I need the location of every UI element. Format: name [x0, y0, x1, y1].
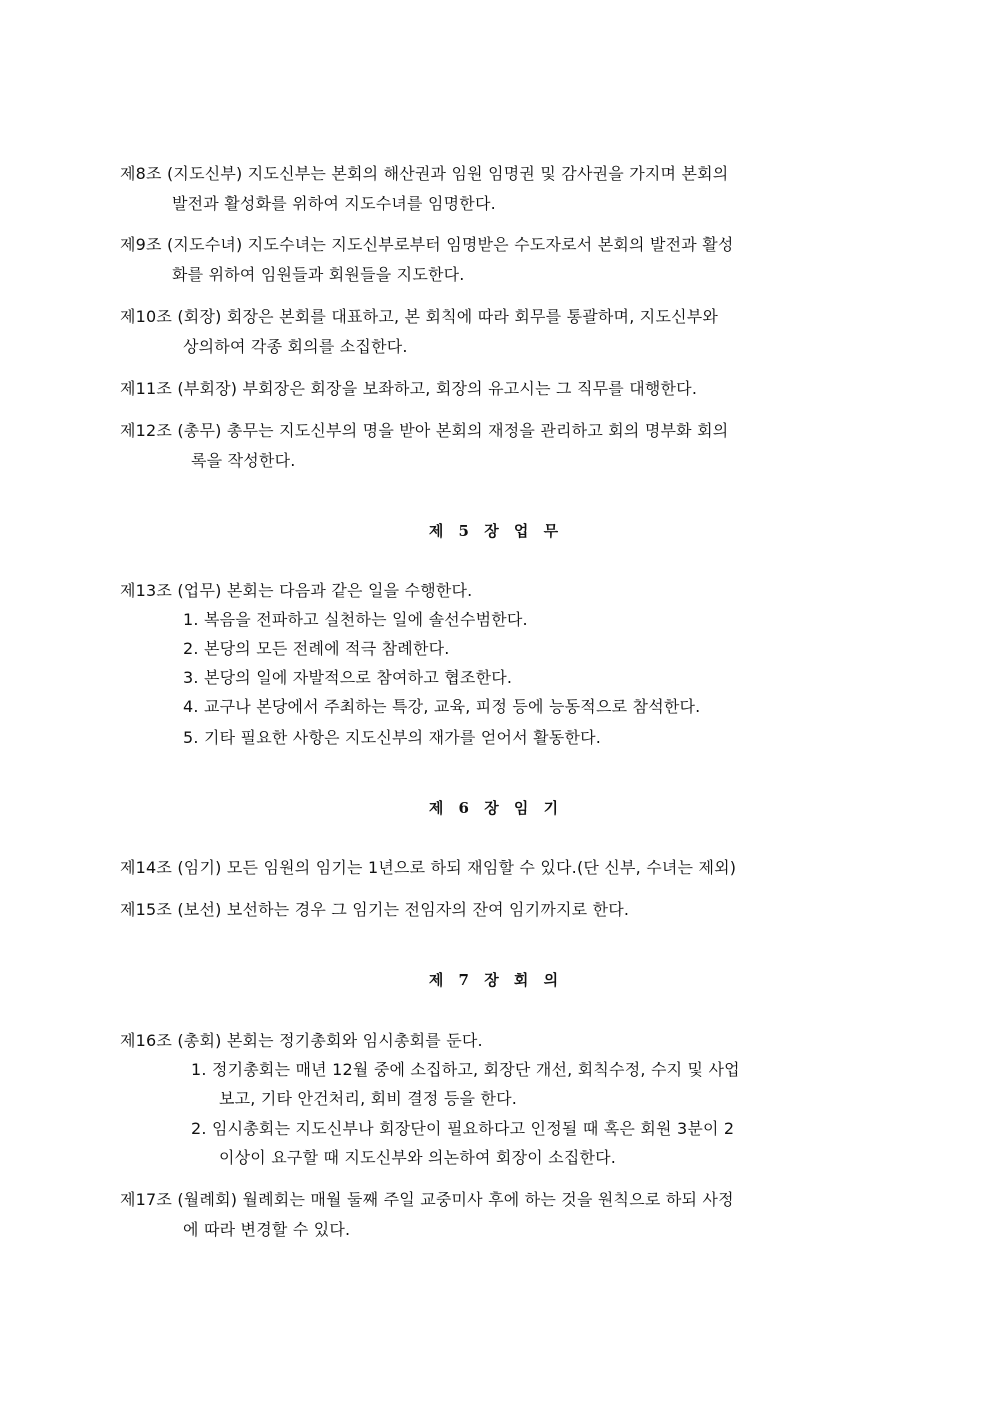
article-13-item-2: 2. 본당의 모든 전례에 적극 참례한다. [183, 639, 450, 658]
article-15-line-1: 제15조 (보선) 보선하는 경우 그 임기는 전임자의 잔여 임기까지로 한다. [120, 900, 630, 919]
article-17-line-1: 제17조 (월례회) 월례회는 매월 둘째 주일 교중미사 후에 하는 것을 원칙으로 하되 사정 [120, 1190, 734, 1209]
article-16-item-1-line-2: 보고, 기타 안건처리, 회비 결정 등을 한다. [219, 1089, 518, 1108]
article-13-item-1: 1. 복음을 전파하고 실천하는 일에 솔선수범한다. [183, 610, 528, 629]
article-9-line-1: 제9조 (지도수녀) 지도수녀는 지도신부로부터 임명받은 수도자로서 본회의 발전과 활성 [120, 235, 734, 254]
chapter-6-heading: 제 6 장 임 기 [428, 799, 564, 817]
article-11-line-1: 제11조 (부회장) 부회장은 회장을 보좌하고, 회장의 유고시는 그 직무를 대행한다. [120, 379, 698, 398]
article-13-item-5: 5. 기타 필요한 사항은 지도신부의 재가를 얻어서 활동한다. [183, 728, 602, 747]
chapter-7-heading: 제 7 장 회 의 [428, 971, 564, 989]
article-8-line-2: 발전과 활성화를 위하여 지도수녀를 임명한다. [172, 194, 496, 213]
article-13-line-1: 제13조 (업무) 본회는 다음과 같은 일을 수행한다. [120, 581, 473, 600]
article-12-line-2: 록을 작성한다. [191, 451, 296, 470]
article-16-item-2-line-1: 2. 임시총회는 지도신부나 회장단이 필요하다고 인정될 때 혹은 회원 3분이 2 [191, 1119, 735, 1138]
article-10-line-2: 상의하여 각종 회의를 소집한다. [183, 337, 408, 356]
article-12-line-1: 제12조 (총무) 총무는 지도신부의 명을 받아 본회의 재정을 관리하고 회의 명부화 회의 [120, 421, 729, 440]
article-8-line-1: 제8조 (지도신부) 지도신부는 본회의 해산권과 임원 임명권 및 감사권을 가지며 본회의 [120, 164, 729, 183]
article-16-item-1-line-1: 1. 정기총회는 매년 12월 중에 소집하고, 회장단 개선, 회칙수정, 수지 및 사업 [191, 1060, 740, 1079]
article-10-line-1: 제10조 (회장) 회장은 본회를 대표하고, 본 회칙에 따라 회무를 통괄하며, 지도신부와 [120, 307, 719, 326]
article-17-line-2: 에 따라 변경할 수 있다. [183, 1220, 351, 1239]
article-13-item-4: 4. 교구나 본당에서 주최하는 특강, 교육, 피정 등에 능동적으로 참석한다. [183, 697, 701, 716]
article-13-item-3: 3. 본당의 일에 자발적으로 참여하고 협조한다. [183, 668, 513, 687]
chapter-5-heading: 제 5 장 업 무 [428, 522, 564, 540]
article-16-item-2-line-2: 이상이 요구할 때 지도신부와 의논하여 회장이 소집한다. [219, 1148, 617, 1167]
article-14-line-1: 제14조 (임기) 모든 임원의 임기는 1년으로 하되 재임할 수 있다.(단 신부, 수녀는 제외) [120, 858, 737, 877]
article-16-line-1: 제16조 (총회) 본회는 정기총회와 임시총회를 둔다. [120, 1031, 483, 1050]
article-9-line-2: 화를 위하여 임원들과 회원들을 지도한다. [172, 265, 465, 284]
